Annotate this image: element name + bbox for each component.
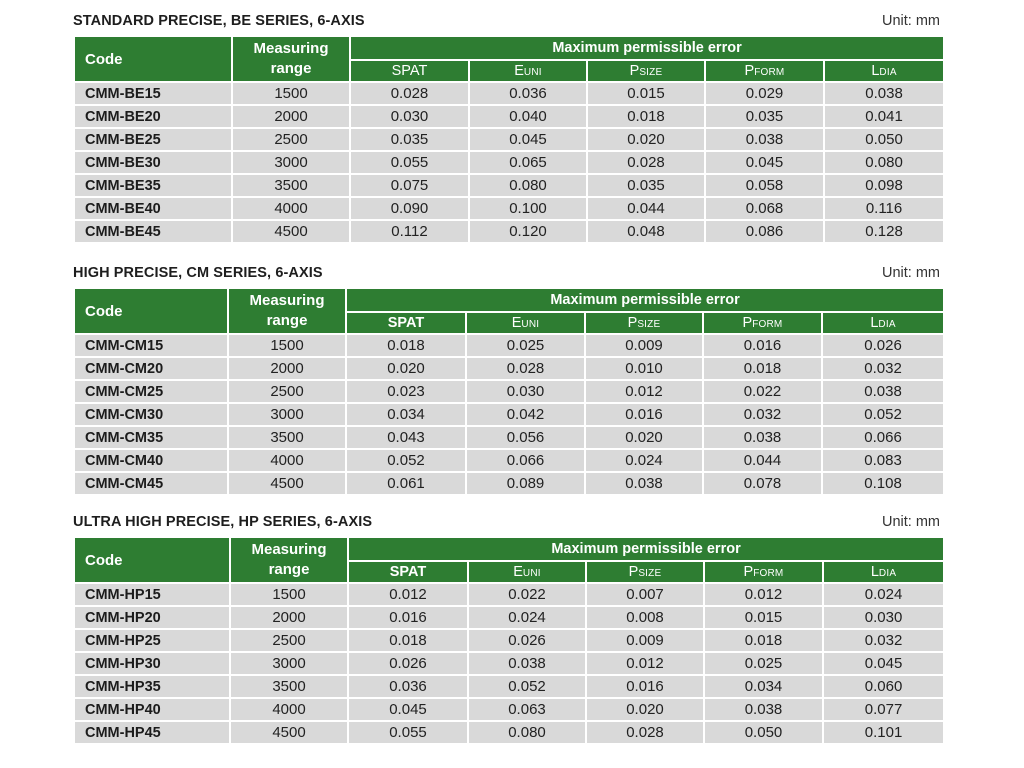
cell-psize: 0.016	[586, 675, 704, 698]
spec-section-be-series	[73, 10, 944, 244]
header-range-line1: Measuring	[253, 40, 329, 57]
header-ldia-cap: L	[871, 63, 880, 79]
cell-code: CMM-BE20	[74, 105, 232, 128]
table-row	[74, 698, 944, 721]
table-row	[74, 721, 944, 744]
cell-spat: 0.012	[348, 583, 468, 606]
table-row	[74, 197, 944, 220]
header-range-line1: Measuring	[251, 541, 327, 558]
cell-code: CMM-BE15	[74, 82, 232, 105]
cell-psize: 0.028	[587, 151, 705, 174]
cell-euni: 0.089	[466, 472, 585, 495]
unit-label: Unit: mm	[882, 13, 940, 29]
table-row	[74, 380, 944, 403]
cell-euni: 0.065	[469, 151, 587, 174]
spec-table	[73, 287, 945, 496]
cell-spat: 0.028	[350, 82, 469, 105]
header-measuring-range	[230, 537, 348, 583]
header-ldia	[824, 60, 944, 82]
table-row	[74, 675, 944, 698]
table-row	[74, 426, 944, 449]
cell-euni: 0.120	[469, 220, 587, 243]
header-measuring-range	[228, 288, 346, 334]
cell-pform: 0.058	[705, 174, 824, 197]
cell-range: 4000	[228, 449, 346, 472]
cell-spat: 0.018	[348, 629, 468, 652]
cell-spat: 0.023	[346, 380, 466, 403]
header-ldia-sub: DIA	[879, 67, 897, 78]
cell-ldia: 0.032	[822, 357, 944, 380]
cell-code: CMM-CM15	[74, 334, 228, 357]
header-spat: SPAT	[348, 561, 468, 583]
cell-range: 2500	[228, 380, 346, 403]
header-code: Code	[74, 288, 228, 334]
header-pform-sub: FORM	[753, 568, 784, 579]
header-psize-sub: SIZE	[637, 319, 661, 330]
cell-ldia: 0.077	[823, 698, 944, 721]
header-euni-sub: UNI	[522, 568, 541, 579]
cell-pform: 0.018	[704, 629, 823, 652]
header-spat: SPAT	[346, 312, 466, 334]
cell-psize: 0.035	[587, 174, 705, 197]
cell-euni: 0.100	[469, 197, 587, 220]
cell-psize: 0.038	[585, 472, 703, 495]
cell-code: CMM-HP15	[74, 583, 230, 606]
cell-pform: 0.078	[703, 472, 822, 495]
cell-pform: 0.038	[703, 426, 822, 449]
cell-psize: 0.009	[585, 334, 703, 357]
cell-ldia: 0.060	[823, 675, 944, 698]
cell-psize: 0.016	[585, 403, 703, 426]
header-pform	[704, 561, 823, 583]
cell-code: CMM-BE35	[74, 174, 232, 197]
cell-ldia: 0.108	[822, 472, 944, 495]
cell-ldia: 0.101	[823, 721, 944, 744]
section-header	[73, 10, 944, 35]
cell-psize: 0.015	[587, 82, 705, 105]
header-pform-cap: P	[743, 564, 754, 580]
cell-psize: 0.012	[586, 652, 704, 675]
header-ldia-cap: L	[870, 564, 879, 580]
cell-psize: 0.020	[586, 698, 704, 721]
cell-spat: 0.016	[348, 606, 468, 629]
cell-euni: 0.063	[468, 698, 586, 721]
header-euni	[469, 60, 587, 82]
cell-code: CMM-HP25	[74, 629, 230, 652]
header-euni-cap: E	[513, 564, 523, 580]
cell-spat: 0.045	[348, 698, 468, 721]
cell-euni: 0.022	[468, 583, 586, 606]
header-psize-cap: P	[628, 564, 639, 580]
header-max-permissible-error: Maximum permissible error	[346, 288, 944, 312]
cell-spat: 0.061	[346, 472, 466, 495]
cell-ldia: 0.024	[823, 583, 944, 606]
header-euni-cap: E	[514, 63, 524, 79]
cell-psize: 0.020	[585, 426, 703, 449]
cell-euni: 0.025	[466, 334, 585, 357]
cell-pform: 0.032	[703, 403, 822, 426]
header-euni-sub: UNI	[523, 67, 542, 78]
cell-code: CMM-BE45	[74, 220, 232, 243]
cell-range: 2000	[232, 105, 350, 128]
cell-pform: 0.018	[703, 357, 822, 380]
cell-pform: 0.015	[704, 606, 823, 629]
cell-euni: 0.042	[466, 403, 585, 426]
cell-code: CMM-CM40	[74, 449, 228, 472]
cell-code: CMM-HP20	[74, 606, 230, 629]
cell-euni: 0.080	[469, 174, 587, 197]
table-row	[74, 357, 944, 380]
header-pform-sub: FORM	[752, 319, 783, 330]
cell-ldia: 0.045	[823, 652, 944, 675]
cell-code: CMM-CM30	[74, 403, 228, 426]
cell-range: 2000	[228, 357, 346, 380]
header-psize	[587, 60, 705, 82]
header-psize-cap: P	[629, 63, 640, 79]
header-range-line2: range	[266, 312, 308, 329]
cell-pform: 0.035	[705, 105, 824, 128]
cell-range: 3000	[230, 652, 348, 675]
cell-euni: 0.080	[468, 721, 586, 744]
cell-code: CMM-CM20	[74, 357, 228, 380]
cell-psize: 0.012	[585, 380, 703, 403]
table-row	[74, 403, 944, 426]
cell-psize: 0.009	[586, 629, 704, 652]
header-max-permissible-error: Maximum permissible error	[350, 36, 944, 60]
cell-code: CMM-BE30	[74, 151, 232, 174]
header-ldia-cap: L	[870, 315, 879, 331]
header-code: Code	[74, 36, 232, 82]
cell-range: 4500	[230, 721, 348, 744]
cell-spat: 0.055	[348, 721, 468, 744]
cell-pform: 0.050	[704, 721, 823, 744]
cell-ldia: 0.052	[822, 403, 944, 426]
cell-psize: 0.048	[587, 220, 705, 243]
header-psize	[585, 312, 703, 334]
cell-pform: 0.038	[704, 698, 823, 721]
cell-euni: 0.066	[466, 449, 585, 472]
table-row	[74, 583, 944, 606]
cell-range: 4000	[230, 698, 348, 721]
spec-table	[73, 35, 945, 244]
cell-pform: 0.068	[705, 197, 824, 220]
cell-code: CMM-HP45	[74, 721, 230, 744]
cell-euni: 0.045	[469, 128, 587, 151]
cell-ldia: 0.038	[822, 380, 944, 403]
cell-code: CMM-BE40	[74, 197, 232, 220]
spec-table	[73, 536, 945, 745]
cell-euni: 0.030	[466, 380, 585, 403]
cell-pform: 0.016	[703, 334, 822, 357]
cell-range: 4000	[232, 197, 350, 220]
cell-euni: 0.056	[466, 426, 585, 449]
cell-spat: 0.075	[350, 174, 469, 197]
section-header	[73, 262, 944, 287]
header-ldia	[822, 312, 944, 334]
cell-pform: 0.045	[705, 151, 824, 174]
header-ldia	[823, 561, 944, 583]
cell-euni: 0.038	[468, 652, 586, 675]
section-title: STANDARD PRECISE, BE SERIES, 6-AXIS	[73, 13, 365, 29]
cell-code: CMM-CM45	[74, 472, 228, 495]
header-measuring-range	[232, 36, 350, 82]
table-row	[74, 128, 944, 151]
cell-psize: 0.044	[587, 197, 705, 220]
spec-section-cm-series	[73, 262, 944, 496]
cell-code: CMM-CM35	[74, 426, 228, 449]
cell-euni: 0.052	[468, 675, 586, 698]
cell-spat: 0.112	[350, 220, 469, 243]
unit-label: Unit: mm	[882, 265, 940, 281]
cell-ldia: 0.116	[824, 197, 944, 220]
header-ldia-sub: DIA	[878, 568, 897, 579]
table-row	[74, 82, 944, 105]
cell-pform: 0.086	[705, 220, 824, 243]
cell-ldia: 0.128	[824, 220, 944, 243]
header-pform-cap: P	[744, 63, 755, 79]
header-max-permissible-error: Maximum permissible error	[348, 537, 944, 561]
cell-euni: 0.028	[466, 357, 585, 380]
cell-spat: 0.030	[350, 105, 469, 128]
cell-range: 3000	[232, 151, 350, 174]
table-row	[74, 220, 944, 243]
table-row	[74, 629, 944, 652]
section-title: HIGH PRECISE, CM SERIES, 6-AXIS	[73, 265, 323, 281]
table-row	[74, 606, 944, 629]
cell-spat: 0.043	[346, 426, 466, 449]
header-psize-sub: SIZE	[639, 67, 663, 78]
cell-spat: 0.090	[350, 197, 469, 220]
cell-pform: 0.025	[704, 652, 823, 675]
cell-ldia: 0.066	[822, 426, 944, 449]
cell-range: 3000	[228, 403, 346, 426]
header-psize-sub: SIZE	[638, 568, 662, 579]
cell-spat: 0.018	[346, 334, 466, 357]
cell-ldia: 0.030	[823, 606, 944, 629]
cell-pform: 0.012	[704, 583, 823, 606]
cell-ldia: 0.050	[824, 128, 944, 151]
cell-psize: 0.024	[585, 449, 703, 472]
table-row	[74, 472, 944, 495]
cell-pform: 0.034	[704, 675, 823, 698]
cell-pform: 0.022	[703, 380, 822, 403]
header-range-line2: range	[268, 561, 310, 578]
cell-code: CMM-BE25	[74, 128, 232, 151]
table-row	[74, 652, 944, 675]
header-euni-sub: UNI	[521, 319, 540, 330]
header-spat: SPAT	[350, 60, 469, 82]
cell-range: 3500	[232, 174, 350, 197]
cell-pform: 0.038	[705, 128, 824, 151]
cell-psize: 0.020	[587, 128, 705, 151]
cell-range: 4500	[228, 472, 346, 495]
cell-spat: 0.035	[350, 128, 469, 151]
cell-ldia: 0.098	[824, 174, 944, 197]
cell-spat: 0.020	[346, 357, 466, 380]
cell-psize: 0.007	[586, 583, 704, 606]
cell-range: 1500	[228, 334, 346, 357]
spec-section-hp-series	[73, 511, 944, 745]
cell-ldia: 0.080	[824, 151, 944, 174]
cell-euni: 0.024	[468, 606, 586, 629]
header-range-line1: Measuring	[249, 292, 325, 309]
cell-psize: 0.018	[587, 105, 705, 128]
cell-range: 4500	[232, 220, 350, 243]
header-pform-cap: P	[742, 315, 753, 331]
header-pform	[705, 60, 824, 82]
cell-euni: 0.040	[469, 105, 587, 128]
cell-spat: 0.026	[348, 652, 468, 675]
table-row	[74, 449, 944, 472]
cell-code: CMM-HP35	[74, 675, 230, 698]
cell-range: 1500	[232, 82, 350, 105]
cell-psize: 0.028	[586, 721, 704, 744]
cell-code: CMM-HP40	[74, 698, 230, 721]
cell-ldia: 0.026	[822, 334, 944, 357]
cell-psize: 0.008	[586, 606, 704, 629]
header-range-line2: range	[270, 60, 312, 77]
header-psize-cap: P	[627, 315, 638, 331]
section-title: ULTRA HIGH PRECISE, HP SERIES, 6-AXIS	[73, 514, 373, 530]
cell-ldia: 0.032	[823, 629, 944, 652]
cell-ldia: 0.038	[824, 82, 944, 105]
header-euni-cap: E	[511, 315, 522, 331]
cell-euni: 0.026	[468, 629, 586, 652]
cell-psize: 0.010	[585, 357, 703, 380]
cell-ldia: 0.083	[822, 449, 944, 472]
unit-label: Unit: mm	[882, 514, 940, 530]
cell-range: 2500	[230, 629, 348, 652]
table-row	[74, 334, 944, 357]
header-pform-sub: FORM	[754, 67, 785, 78]
cell-range: 2000	[230, 606, 348, 629]
cell-range: 1500	[230, 583, 348, 606]
table-row	[74, 151, 944, 174]
table-row	[74, 174, 944, 197]
cell-range: 3500	[228, 426, 346, 449]
header-ldia-sub: DIA	[878, 319, 896, 330]
cell-spat: 0.036	[348, 675, 468, 698]
cell-spat: 0.052	[346, 449, 466, 472]
section-header	[73, 511, 944, 536]
header-euni	[466, 312, 585, 334]
cell-range: 2500	[232, 128, 350, 151]
cell-ldia: 0.041	[824, 105, 944, 128]
cell-range: 3500	[230, 675, 348, 698]
cell-pform: 0.044	[703, 449, 822, 472]
cell-pform: 0.029	[705, 82, 824, 105]
cell-spat: 0.055	[350, 151, 469, 174]
cell-code: CMM-CM25	[74, 380, 228, 403]
cell-spat: 0.034	[346, 403, 466, 426]
header-code: Code	[74, 537, 230, 583]
cell-code: CMM-HP30	[74, 652, 230, 675]
header-pform	[703, 312, 822, 334]
cell-euni: 0.036	[469, 82, 587, 105]
table-row	[74, 105, 944, 128]
header-euni	[468, 561, 586, 583]
header-psize	[586, 561, 704, 583]
